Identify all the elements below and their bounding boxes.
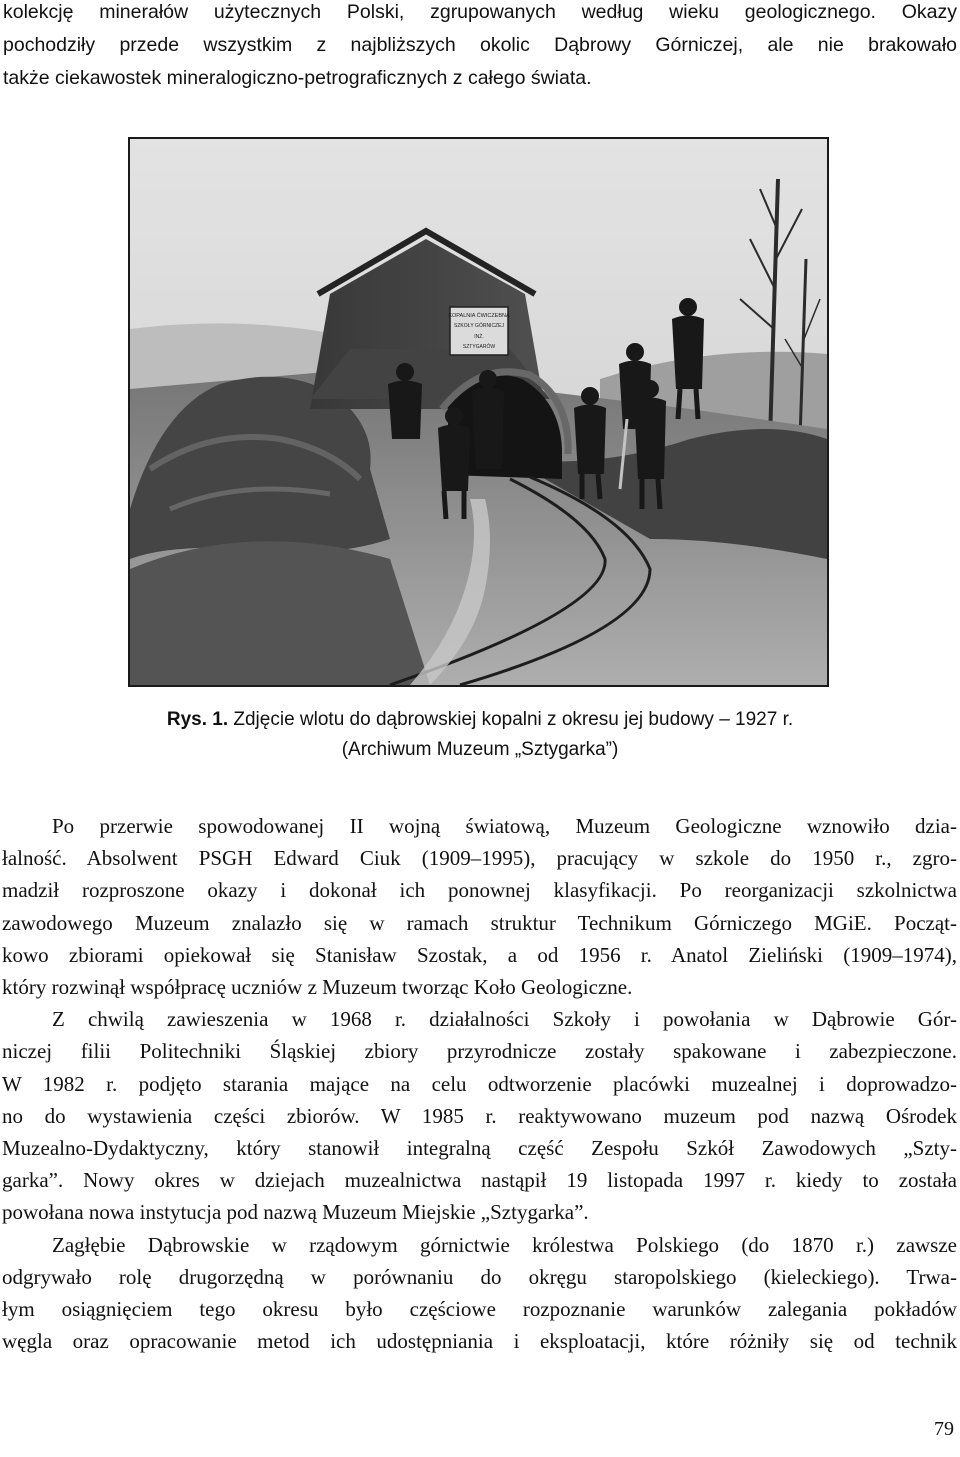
intro-line: kolekcję minerałów użytecznych Polski, zgrupowanych według wieku geologicznego. Okazy: [3, 1, 957, 23]
intro-line: także ciekawostek mineralogiczno-petrograficznych z całego świata.: [3, 67, 592, 89]
body-line: zawodowego Muzeum znalazło się w ramach struktur Technikum Górniczego MGiE. Począt-: [2, 910, 957, 935]
body-line: węgla oraz opracowanie metod ich udostępniania i eksploatacji, które różniły się od technik: [2, 1329, 957, 1354]
body-line: W 1982 r. podjęto starania mające na celu odtworzenie placówki muzealnej i doprowadzo-: [2, 1071, 957, 1096]
figure-source: (Archiwum Muzeum „Sztygarka”): [341, 739, 619, 760]
body-line: łym osiągnięciem tego okresu było częściowe rozpoznanie warunków zalegania pokładów: [2, 1297, 957, 1322]
body-line: powołana nowa instytucja pod nazwą Muzeum Miejskie „Sztygarka”.: [2, 1200, 589, 1225]
body-line: garka”. Nowy okres w dziejach muzealnictwa nastąpił 19 listopada 1997 r. kiedy to została: [2, 1168, 957, 1193]
figure-label: Rys. 1.: [166, 709, 229, 730]
body-line: Po przerwie spowodowanej II wojną światową, Muzeum Geologiczne wznowiło dzia-: [52, 814, 957, 838]
intro-line: pochodziły przede wszystkim z najbliższych okolic Dąbrowy Górniczej, ale nie brakowało: [3, 34, 957, 56]
body-line: no do wystawienia części zbiorów. W 1985 r. reaktywowano muzeum pod nazwą Ośrodek: [2, 1103, 957, 1128]
mine-entrance-photo: [128, 137, 829, 687]
body-line: kowo zbiorami opiekował się Stanisław Szostak, a od 1956 r. Anatol Zieliński (1909–1974),: [2, 942, 957, 967]
body-line: Muzealno-Dydaktyczny, który stanowił integralną część Zespołu Szkół Zawodowych „Szty-: [2, 1136, 957, 1161]
body-line: który rozwinął współpracę uczniów z Muzeum tworząc Koło Geologiczne.: [2, 975, 633, 1000]
body-line: Zagłębie Dąbrowskie w rządowym górnictwie królestwa Polskiego (do 1870 r.) zawsze: [52, 1232, 957, 1257]
svg-text:INŻ.: INŻ.: [474, 334, 484, 340]
figure-caption-text: Zdjęcie wlotu do dąbrowskiej kopalni z okresu jej budowy – 1927 r.: [228, 709, 794, 730]
body-paragraphs: [2, 810, 957, 1357]
body-line: odgrywało rolę drugorzędną w porównaniu do okręgu staropolskiego (kieleckiego). Trwa-: [2, 1264, 957, 1289]
body-line: Z chwilą zawieszenia w 1968 r. działalności Szkoły i powołania w Dąbrowie Gór-: [52, 1007, 957, 1032]
figure-caption: [0, 709, 960, 731]
body-line: niczej filii Politechniki Śląskiej zbiory przyrodnicze zostały spakowane i zabezpieczone.: [2, 1039, 957, 1064]
page-number: 79: [934, 1418, 954, 1440]
body-line: łalność. Absolwent PSGH Edward Ciuk (1909–1995), pracujący w szkole do 1950 r., zgro-: [2, 846, 957, 871]
photo-illustration: [130, 139, 827, 685]
body-line: madził rozproszone okazy i dokonał ich ponownej klasyfikacji. Po reorganizacji szkolnictwa: [2, 878, 957, 903]
svg-text:SZTYGARÓW: SZTYGARÓW: [462, 344, 496, 350]
svg-text:SZKOŁY GÓRNICZEJ: SZKOŁY GÓRNICZEJ: [454, 323, 504, 329]
intro-paragraph: [3, 0, 957, 95]
svg-text:KOPALNIA ĆWICZEBNA: KOPALNIA ĆWICZEBNA: [448, 313, 510, 319]
